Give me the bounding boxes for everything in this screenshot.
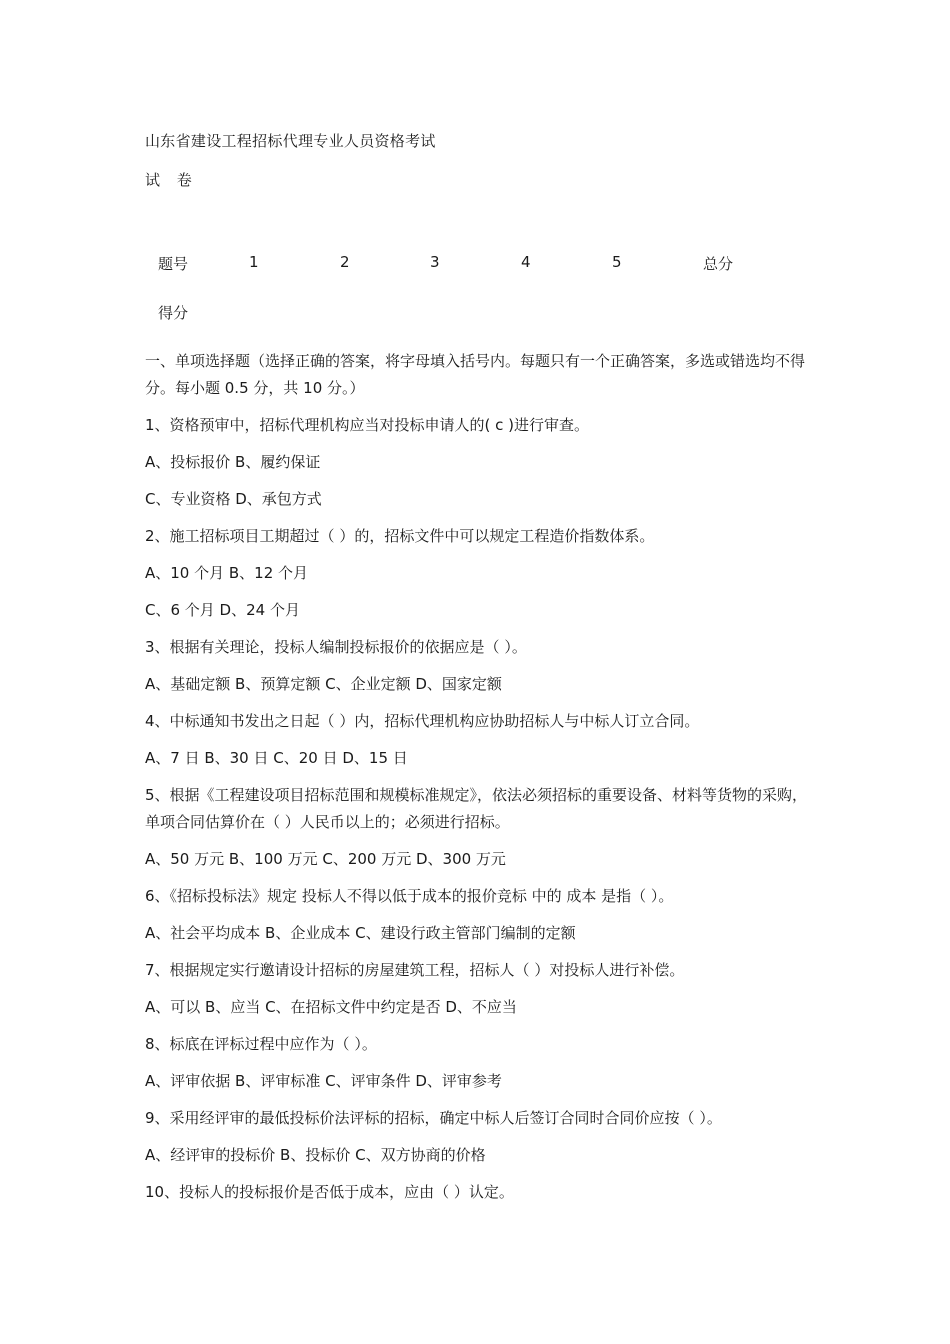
score-table-header-cell: 总分 [703, 255, 734, 273]
options-line: A、10 个月 B、12 个月 [145, 564, 309, 582]
question-line: 8、标底在评标过程中应作为（ ）。 [145, 1035, 377, 1053]
options-line: A、可以 B、应当 C、在招标文件中约定是否 D、不应当 [145, 998, 517, 1016]
options-line: A、评审依据 B、评审标准 C、评审条件 D、评审参考 [145, 1072, 502, 1090]
score-table-header-cell: 3 [430, 253, 440, 271]
score-table-header-cell: 5 [612, 253, 622, 271]
options-line: C、6 个月 D、24 个月 [145, 601, 300, 619]
document-title: 山东省建设工程招标代理专业人员资格考试 [145, 132, 436, 150]
question-line: 6、《招标投标法》规定 投标人不得以低于成本的报价竞标 中的 成本 是指（ ）。 [145, 887, 674, 905]
options-line: A、50 万元 B、100 万元 C、200 万元 D、300 万元 [145, 850, 506, 868]
score-table-header-cell: 4 [521, 253, 531, 271]
question-line: 9、采用经评审的最低投标价法评标的招标，确定中标人后签订合同时合同价应按（ ）。 [145, 1109, 722, 1127]
score-table-header-row [0, 253, 950, 275]
question-line: 7、根据规定实行邀请设计招标的房屋建筑工程，招标人（ ）对投标人进行补偿。 [145, 961, 685, 979]
question-line: 5、根据《工程建设项目招标范围和规模标准规定》，依法必须招标的重要设备、材料等货物的采购，单项合同估算价在（ ）人民币以上的；必须进行招标。 [145, 786, 808, 831]
question-line: 2、施工招标项目工期超过（ ）的，招标文件中可以规定工程造价指数体系。 [145, 527, 655, 545]
question-line: 4、中标通知书发出之日起（ ）内，招标代理机构应协助招标人与中标人订立合同。 [145, 712, 700, 730]
options-line: A、基础定额 B、预算定额 C、企业定额 D、国家定额 [145, 675, 502, 693]
section-heading: 一、单项选择题（选择正确的答案，将字母填入括号内。每题只有一个正确答案，多选或错选均不得分。每小题 0.5 分，共 10 分。） [145, 352, 806, 397]
options-line: A、社会平均成本 B、企业成本 C、建设行政主管部门编制的定额 [145, 924, 576, 942]
options-line: A、投标报价 B、履约保证 [145, 453, 321, 471]
options-line: C、专业资格 D、承包方式 [145, 490, 322, 508]
question-line: 1、资格预审中，招标代理机构应当对投标申请人的( c )进行审查。 [145, 416, 590, 434]
options-line: A、7 日 B、30 日 C、20 日 D、15 日 [145, 749, 408, 767]
options-line: A、经评审的投标价 B、投标价 C、双方协商的价格 [145, 1146, 486, 1164]
score-table-score-row [0, 302, 950, 324]
score-table-row-label: 得分 [158, 304, 189, 322]
question-line: 3、根据有关理论，投标人编制投标报价的依据应是（ ）。 [145, 638, 527, 656]
score-table-header-cell: 1 [249, 253, 259, 271]
exam-content [145, 348, 810, 1216]
score-table-header-cell: 2 [340, 253, 350, 271]
score-table-header-cell: 题号 [158, 255, 189, 273]
document-subtitle: 试 卷 [145, 171, 198, 189]
question-line: 10、投标人的投标报价是否低于成本，应由（ ）认定。 [145, 1183, 514, 1201]
